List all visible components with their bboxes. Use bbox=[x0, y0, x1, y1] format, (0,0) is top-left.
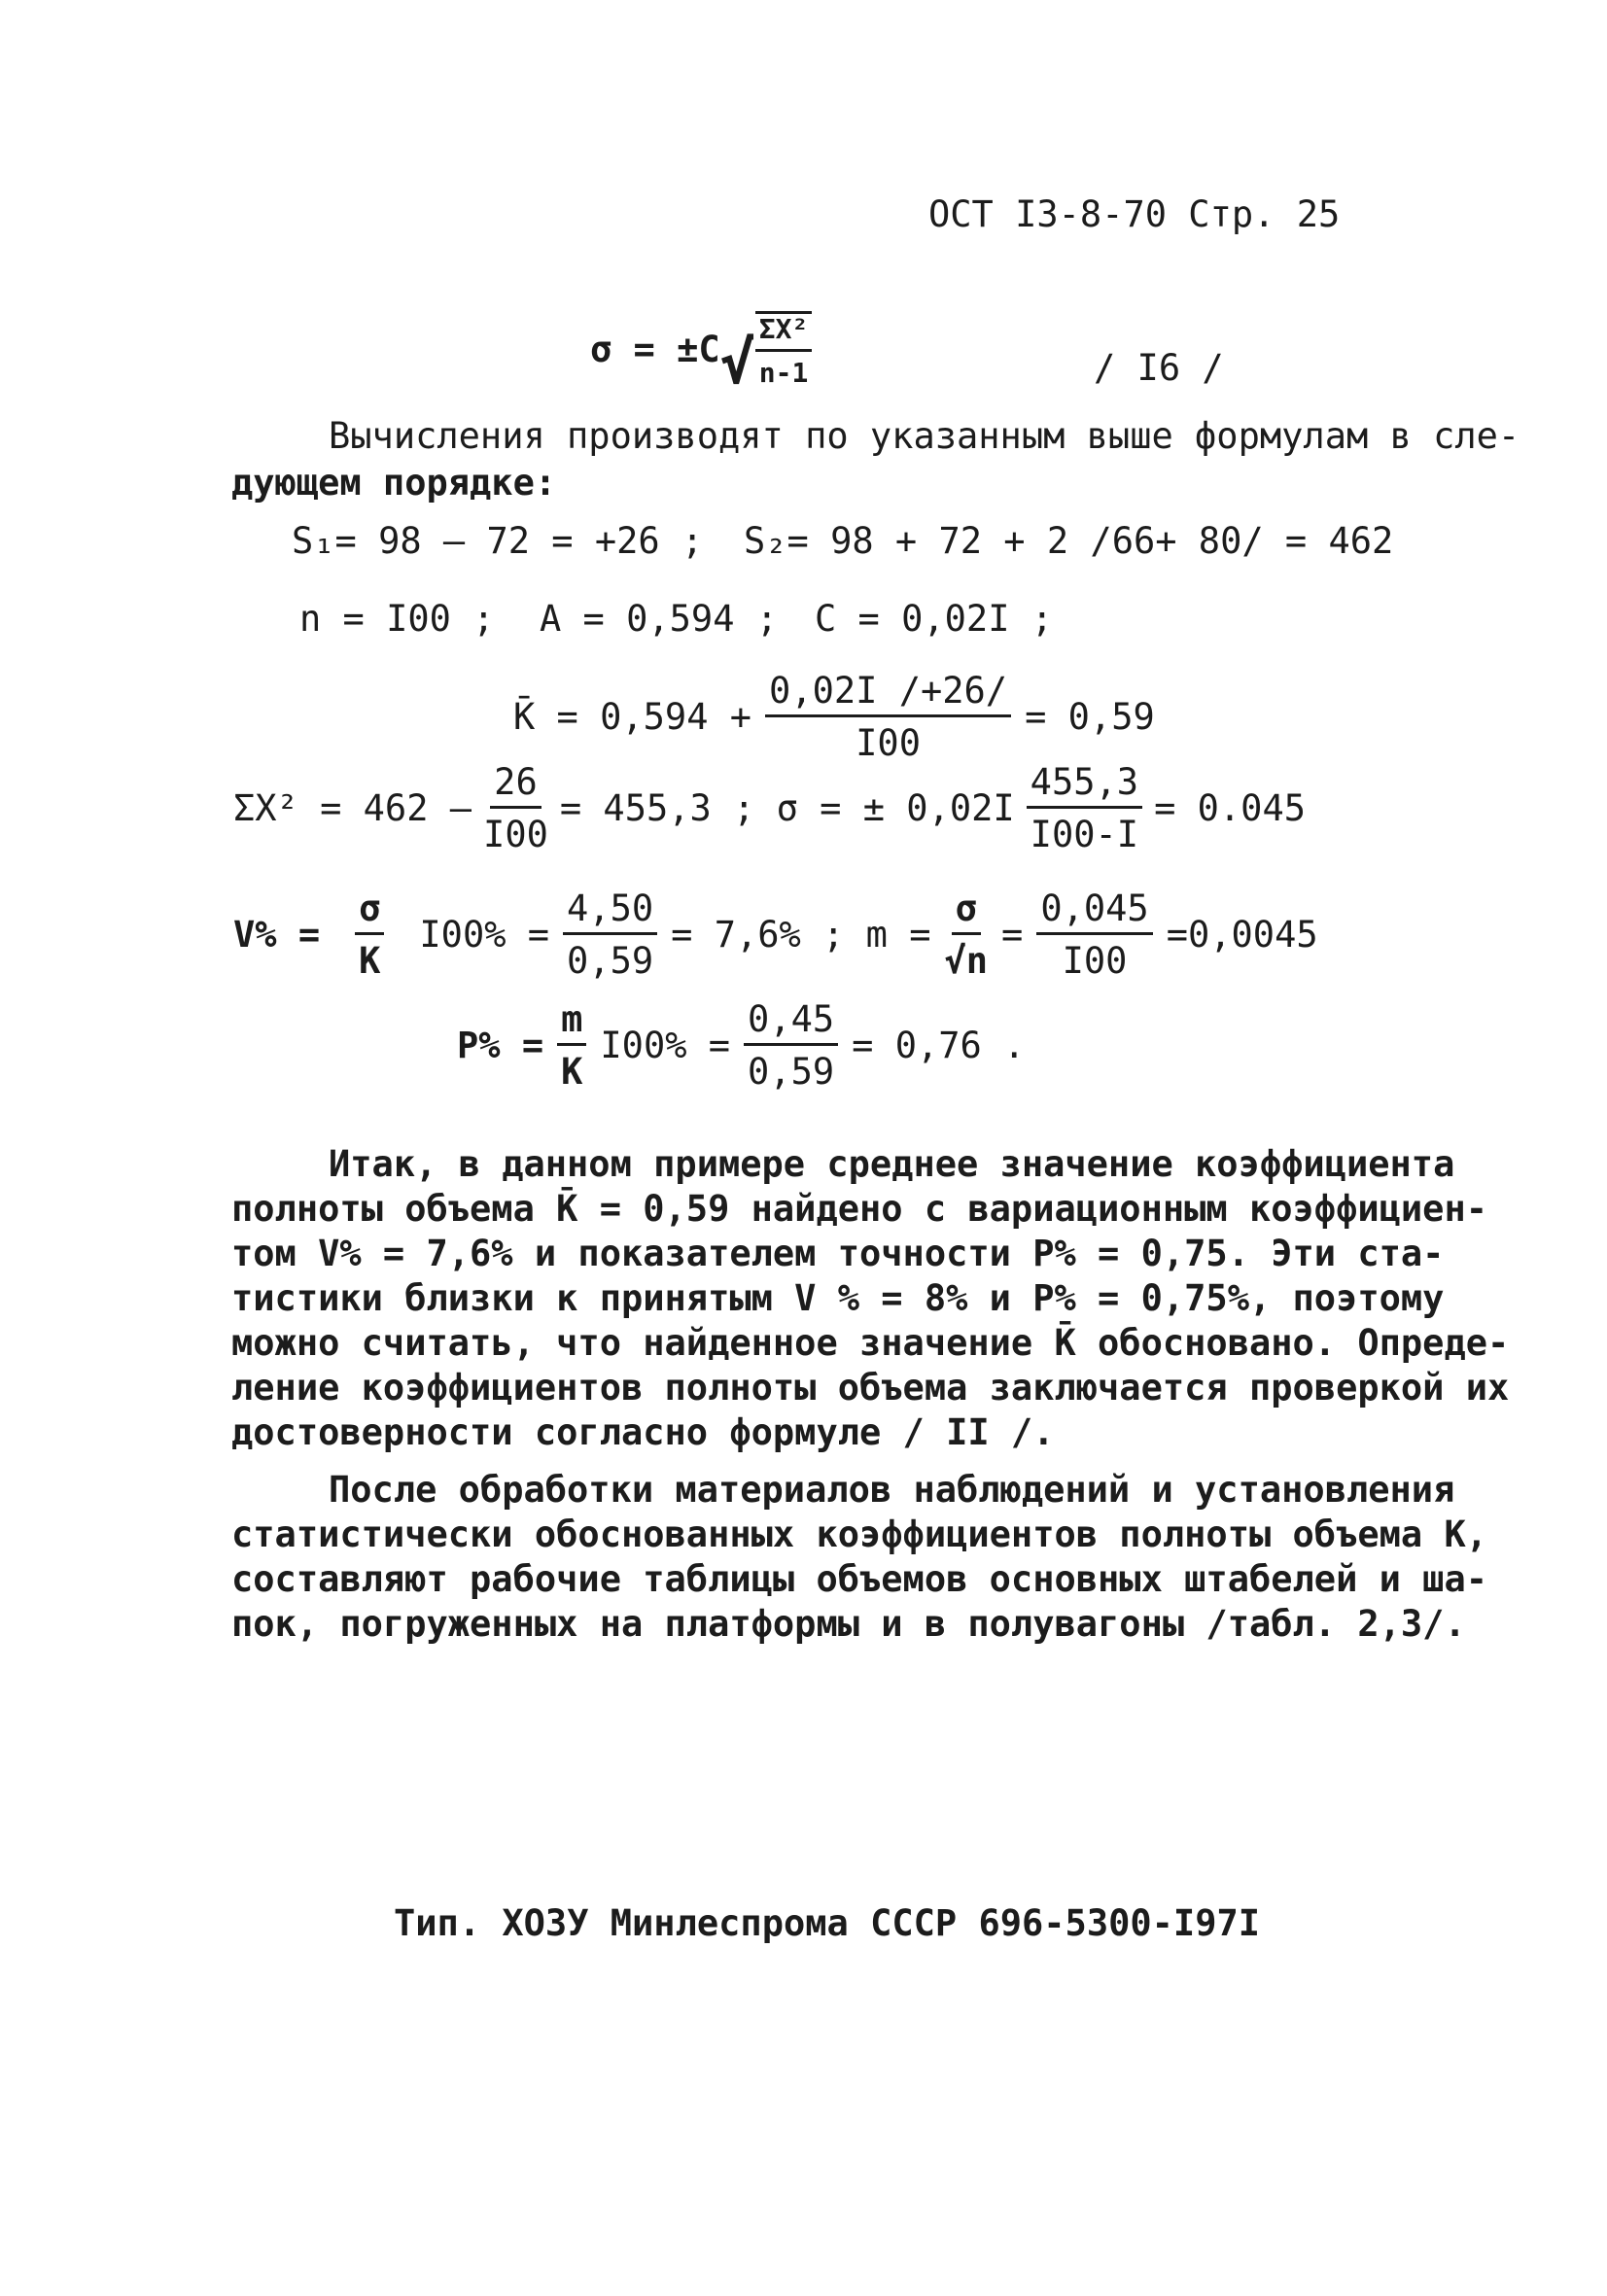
eq-sum-den-1: I00 bbox=[483, 814, 548, 855]
eq-sum-lhs: ΣX² = 462 – bbox=[233, 787, 472, 829]
eq-k bbox=[513, 670, 1155, 764]
eq-p-den-2: 0,59 bbox=[748, 1051, 835, 1093]
eq-v-eq: = bbox=[1001, 914, 1024, 956]
para1-line-6: ление коэффициентов полноты объема заключается проверкой их bbox=[231, 1367, 1510, 1409]
eq-sum-num-2: 455,3 bbox=[1027, 764, 1142, 809]
para1-line-1: Итак, в данном примере среднее значение коэффициента bbox=[329, 1143, 1455, 1185]
eq-p bbox=[457, 998, 1026, 1093]
eq-v-den-4: I00 bbox=[1062, 940, 1128, 982]
eq-v-den-2: 0,59 bbox=[567, 940, 654, 982]
formula-16 bbox=[590, 311, 812, 398]
para2-line-1: После обработки материалов наблюдений и установления bbox=[329, 1469, 1455, 1511]
eq-v-den-1: K bbox=[359, 940, 381, 982]
formula-16-sqrt: √ $\frac{\text{ΣX²}}{n-1}$ bbox=[720, 311, 813, 387]
eq-p-frac-1 bbox=[557, 998, 586, 1093]
eq-v-rhs: =0,0045 bbox=[1166, 914, 1318, 956]
eq-sum-mid: = 455,3 ; σ = ± 0,02I bbox=[559, 787, 1015, 829]
eq-sum-frac-2 bbox=[1027, 761, 1142, 855]
eq-sum bbox=[233, 761, 1306, 855]
para1-line-2: полноты объема K̄ = 0,59 найдено с вариационным коэффициен- bbox=[231, 1188, 1488, 1230]
eq-v-mid-2: = 7,6% ; m = bbox=[671, 914, 931, 956]
para2-line-3: составляют рабочие таблицы объемов основных штабелей и ша- bbox=[231, 1558, 1488, 1600]
eq-v-num-2: 4,50 bbox=[563, 890, 657, 935]
para1-line-3: том V% = 7,6% и показателем точности P% = 0,75. Эти ста- bbox=[231, 1233, 1445, 1274]
eq-p-mid: I00% = bbox=[600, 1025, 731, 1066]
eq-sum-num-1: 26 bbox=[490, 764, 541, 809]
eq-v-lhs: V% = bbox=[233, 914, 321, 956]
paragraph-conclusion bbox=[231, 1142, 1510, 1455]
eq-p-rhs: = 0,76 . bbox=[852, 1025, 1026, 1066]
eq-sum-frac-1 bbox=[483, 761, 548, 855]
formula-16-num: ΣX² bbox=[755, 316, 813, 352]
eq-v-frac-4 bbox=[1036, 887, 1152, 982]
eq-k-lhs: K̄ = 0,594 + bbox=[513, 696, 752, 738]
para2-line-2: статистически обоснованных коэффициентов полноты объема K, bbox=[231, 1513, 1488, 1555]
eq-v-den-3: √n bbox=[944, 940, 989, 982]
eq-a: A = 0,594 ; bbox=[540, 598, 779, 640]
eq-sum-den-2: I00-I bbox=[1030, 814, 1139, 855]
eq-v-num-3: σ bbox=[952, 890, 981, 935]
print-footer: Тип. ХОЗУ Минлеспрома СССР 696-5300-I97I bbox=[394, 1902, 1261, 1944]
formula-16-number: / I6 / bbox=[1094, 347, 1224, 389]
eq-p-num-1: m bbox=[557, 1001, 586, 1046]
eq-s1: S₁= 98 – 72 = +26 ; bbox=[292, 520, 704, 562]
intro-line-2: дующем порядке: bbox=[231, 462, 557, 504]
eq-v-frac-3 bbox=[944, 887, 989, 982]
para2-line-4: пок, погруженных на платформы и в полувагоны /табл. 2,3/. bbox=[231, 1603, 1466, 1645]
para1-line-4: тистики близки к принятым V % = 8% и P% = 0,75%, поэтому bbox=[231, 1277, 1445, 1319]
eq-v-num-4: 0,045 bbox=[1036, 890, 1152, 935]
eq-p-den-1: K bbox=[561, 1051, 583, 1093]
eq-p-lhs: P% = bbox=[457, 1025, 544, 1066]
formula-16-lhs: σ = ±C bbox=[590, 328, 720, 370]
formula-16-den: n-1 bbox=[758, 357, 809, 389]
eq-v-frac-1 bbox=[355, 887, 384, 982]
eq-p-num-2: 0,45 bbox=[744, 1001, 838, 1046]
eq-p-frac-2 bbox=[744, 998, 838, 1093]
eq-v-num-1: σ bbox=[355, 890, 384, 935]
para1-line-7: достоверности согласно формуле / II /. bbox=[231, 1411, 1055, 1453]
paragraph-processing bbox=[231, 1468, 1488, 1647]
eq-v-frac-2 bbox=[563, 887, 657, 982]
eq-k-frac bbox=[765, 670, 1011, 764]
eq-v bbox=[233, 887, 1318, 982]
eq-n: n = I00 ; bbox=[299, 598, 495, 640]
eq-k-rhs: = 0,59 bbox=[1025, 696, 1155, 738]
para1-line-5: можно считать, что найденное значение K̄ обосновано. Опреде- bbox=[231, 1322, 1510, 1364]
intro-line-1: Вычисления производят по указанным выше формулам в сле- bbox=[329, 415, 1520, 457]
eq-s2: S₂= 98 + 72 + 2 /66+ 80/ = 462 bbox=[744, 520, 1394, 562]
eq-k-den: I00 bbox=[856, 722, 921, 764]
eq-sum-rhs: = 0.045 bbox=[1154, 787, 1306, 829]
eq-k-num: 0,02I /+26/ bbox=[765, 673, 1011, 717]
page-header: ОСТ I3-8-70 Стр. 25 bbox=[928, 193, 1341, 235]
eq-c: C = 0,02I ; bbox=[815, 598, 1054, 640]
eq-v-mid-1: I00% = bbox=[419, 914, 550, 956]
